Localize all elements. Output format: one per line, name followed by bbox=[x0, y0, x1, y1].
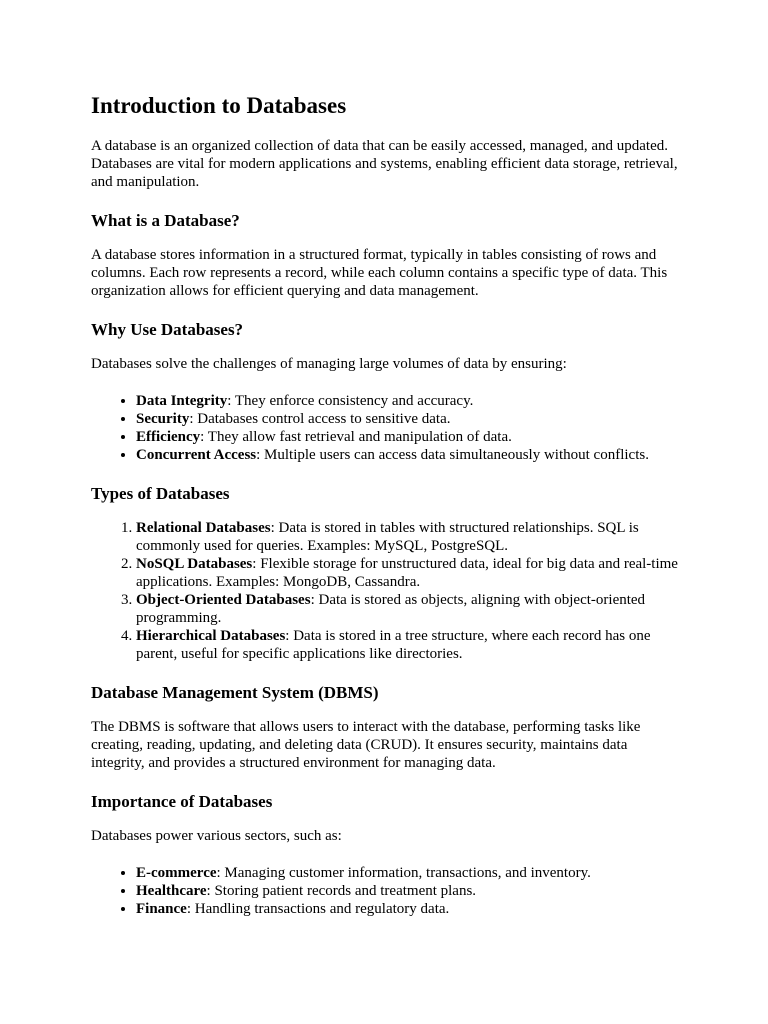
importance-heading: Importance of Databases bbox=[91, 792, 273, 811]
page-title: Introduction to Databases bbox=[91, 93, 347, 118]
list-item bbox=[136, 428, 678, 446]
list-item bbox=[136, 392, 678, 410]
types-heading: Types of Databases bbox=[91, 484, 230, 503]
list-item-text: : Flexible storage for unstructured data, ideal for big data and real-time applications. Examples: MongoDB, Cassandra. bbox=[136, 556, 678, 590]
list-item-term: Finance bbox=[136, 901, 187, 917]
list-item bbox=[136, 627, 678, 663]
list-item-term: E-commerce bbox=[136, 865, 217, 881]
list-item-term: Object-Oriented Databases bbox=[136, 592, 311, 608]
list-item bbox=[136, 882, 678, 900]
importance-paragraph: Databases power various sectors, such as: bbox=[91, 828, 342, 844]
list-item bbox=[136, 864, 678, 882]
what-heading: What is a Database? bbox=[91, 211, 240, 230]
list-item-text: : Managing customer information, transactions, and inventory. bbox=[216, 865, 591, 881]
list-item bbox=[136, 519, 678, 555]
list-item-text: : Databases control access to sensitive data. bbox=[189, 411, 451, 427]
types-list bbox=[91, 519, 678, 663]
list-item-term: Data Integrity bbox=[136, 393, 228, 409]
list-item-text: : Data is stored in a tree structure, where each record has one parent, useful for specific applications like directories. bbox=[136, 628, 651, 662]
list-item-term: NoSQL Databases bbox=[136, 556, 253, 572]
list-item-text: : Data is stored as objects, aligning with object-oriented programming. bbox=[136, 592, 646, 626]
list-item-text: : They allow fast retrieval and manipulation of data. bbox=[200, 429, 512, 445]
dbms-paragraph: The DBMS is software that allows users to interact with the database, performing tasks like creating, reading, updating, and deleting data (CRUD). It ensures security, maintains data integrity, and provides a structured environment for managing data. bbox=[91, 719, 641, 771]
what-paragraph: A database stores information in a structured format, typically in tables consisting of rows and columns. Each row represents a record, while each column contains a specific type of data. This organization allows for efficient querying and data management. bbox=[91, 247, 668, 299]
dbms-heading: Database Management System (DBMS) bbox=[91, 683, 379, 702]
list-item-term: Relational Databases bbox=[136, 520, 271, 536]
list-item-text: : They enforce consistency and accuracy. bbox=[227, 393, 474, 409]
list-item bbox=[136, 410, 678, 428]
list-item-term: Hierarchical Databases bbox=[136, 628, 286, 644]
list-item-text: : Storing patient records and treatment plans. bbox=[206, 883, 477, 899]
list-item-text: : Data is stored in tables with structured relationships. SQL is commonly used for queries. Examples: MySQL, PostgreSQL. bbox=[136, 520, 639, 554]
importance-list bbox=[91, 864, 678, 918]
list-item-term: Concurrent Access bbox=[136, 447, 257, 463]
why-heading: Why Use Databases? bbox=[91, 320, 244, 339]
list-item bbox=[136, 446, 678, 464]
list-item-text: : Multiple users can access data simultaneously without conflicts. bbox=[256, 447, 649, 463]
why-paragraph: Databases solve the challenges of managing large volumes of data by ensuring: bbox=[91, 356, 567, 372]
list-item bbox=[136, 591, 678, 627]
list-item-term: Security bbox=[136, 411, 190, 427]
why-list bbox=[91, 392, 678, 464]
list-item bbox=[136, 900, 678, 918]
list-item-term: Healthcare bbox=[136, 883, 207, 899]
list-item-term: Efficiency bbox=[136, 429, 201, 445]
intro-paragraph: A database is an organized collection of data that can be easily accessed, managed, and updated. Databases are vital for modern applications and systems, enabling efficient data storage, retrieval, and manipulation. bbox=[91, 138, 678, 190]
list-item-text: : Handling transactions and regulatory data. bbox=[186, 901, 450, 917]
list-item bbox=[136, 555, 678, 591]
